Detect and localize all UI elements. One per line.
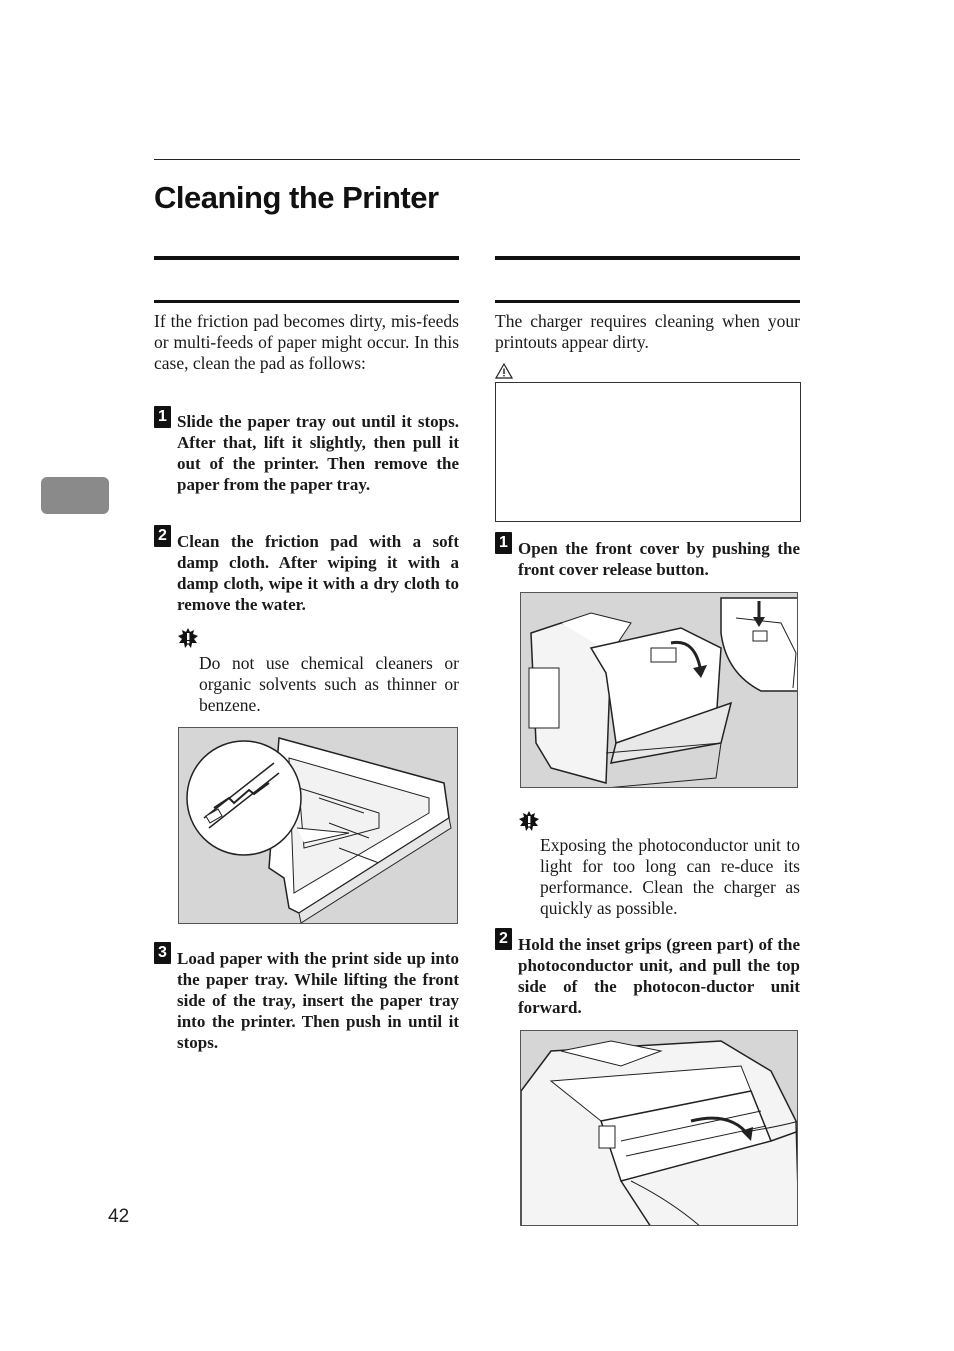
right-step-2-number: 2: [495, 928, 512, 950]
right-section-rule: [495, 256, 800, 260]
left-subsection-rule: [154, 300, 459, 303]
left-step-1-number: 1: [154, 406, 171, 428]
right-intro: The charger requires cleaning when your printouts appear dirty.: [495, 311, 800, 352]
chapter-tab: [41, 477, 109, 514]
important-note-icon: [178, 628, 198, 648]
left-step-3-text: Load paper with the print side up into the paper tray. While lifting the front side of the tray, insert the paper tray into the printer. Then push in until it stops.: [177, 949, 459, 1052]
warning-triangle-icon: [495, 363, 513, 379]
left-step-2-text: Clean the friction pad with a soft damp cloth. After wiping it with a damp cloth, wipe it with a dry cloth to remove the water.: [177, 532, 459, 614]
right-step-1-text: Open the front cover by pushing the front cover release button.: [518, 539, 800, 579]
right-step-2-text: Hold the inset grips (green part) of the photoconductor unit, and pull the top side of the photocon-ductor unit forward.: [518, 935, 800, 1017]
left-step-1-text: Slide the paper tray out until it stops. After that, lift it slightly, then pull it out of the printer. Then remove the paper from the paper tray.: [177, 412, 459, 494]
left-step-3-number: 3: [154, 942, 171, 964]
header-rule: [154, 159, 800, 160]
paper-tray-friction-pad-illustration: [178, 727, 458, 924]
open-front-cover-illustration: [520, 592, 798, 788]
right-subsection-rule: [495, 300, 800, 303]
right-step-1-number: 1: [495, 532, 512, 554]
left-section-rule: [154, 256, 459, 260]
photoconductor-unit-illustration: [520, 1030, 798, 1226]
left-step-2-number: 2: [154, 525, 171, 547]
left-intro: If the friction pad becomes dirty, mis-feeds or multi-feeds of paper might occur. In this case, clean the pad as follows:: [154, 311, 459, 373]
right-note-text: Exposing the photoconductor unit to light for too long can re-duce its performance. Clean the charger as quickly as possible.: [540, 835, 800, 918]
left-note-text: Do not use chemical cleaners or organic solvents such as thinner or benzene.: [199, 653, 459, 715]
warning-box: [495, 382, 801, 522]
page-number: 42: [108, 1206, 130, 1227]
important-note-icon: [519, 811, 539, 831]
page-title: Cleaning the Printer: [154, 180, 439, 215]
